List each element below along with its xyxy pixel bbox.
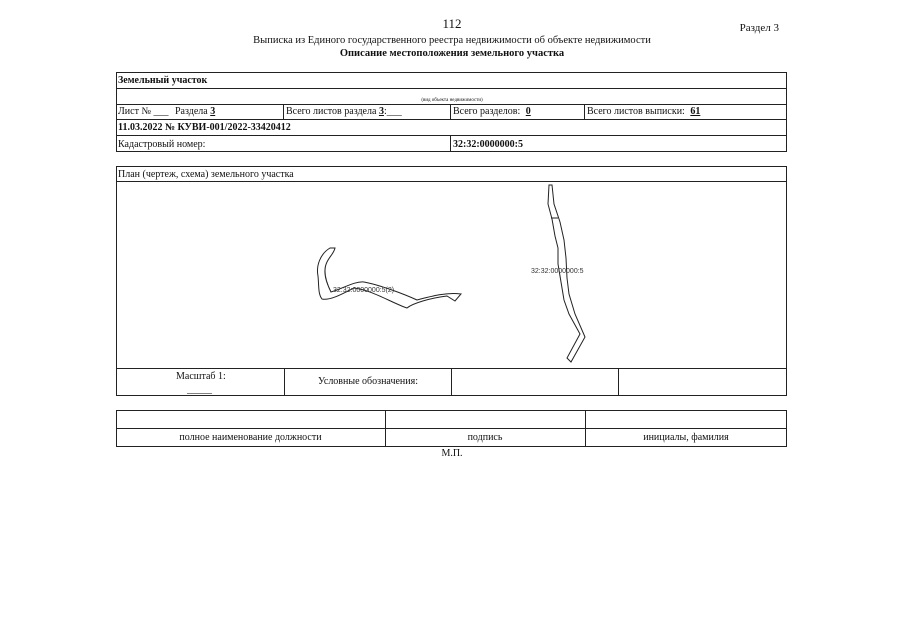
object-title: Земельный участок [118,75,208,86]
parcel-plan-drawing [117,182,786,368]
document-subtitle: Описание местоположения земельного участка [339,48,565,59]
section-label: Раздел 3 [739,22,779,34]
col-divider [450,135,451,152]
section-sheets [286,106,402,118]
extract-sheets-label: Всего листов выписки: [587,106,685,117]
object-type-caption: (вид объекта недвижимости) [421,98,483,103]
seal-place: М.П. [441,448,463,459]
row-divider [116,119,787,120]
parcel-right-label: 32:32:0000000:5 [531,268,584,275]
row-divider [116,135,787,136]
sheet-number [118,106,215,118]
parcel-left-label: 32:32:0000000:5(2) [333,287,395,294]
col-divider [451,368,452,396]
section-sheets-number: 3 [378,106,384,117]
section-word: Раздела [174,106,208,117]
sections-total-value: 0 [525,106,531,117]
sheet-number-label: Лист № [118,106,151,117]
scale-value: _____ [187,384,212,395]
row-divider [116,88,787,89]
row-divider [116,428,787,429]
sections-total [453,106,531,118]
cadastral-number: 32:32:0000000:5 [453,139,523,150]
col-divider [284,368,285,396]
section-number: 3 [210,106,216,117]
signature-caption: подпись [467,432,503,443]
date-number: 11.03.2022 № КУВИ-001/2022-33420412 [118,122,291,133]
name-caption: инициалы, фамилия [643,432,729,443]
legend-label: Условные обозначения: [318,376,419,387]
sections-total-label: Всего разделов: [453,106,521,117]
col-divider [618,368,619,396]
cadastral-label: Кадастровый номер: [118,139,206,150]
section-sheets-value: :___ [383,106,402,117]
extract-sheets-value: 61 [690,106,701,117]
plan-title: План (чертеж, схема) земельного участка [118,169,294,180]
parcel-left-outline [318,248,462,308]
position-caption: полное наименование должности [179,432,322,443]
section-sheets-label: Всего листов раздела [286,106,377,117]
scale-label: Масштаб 1: [176,371,226,382]
document-title: Выписка из Единого государственного реестра недвижимости об объекте недвижимости [253,35,651,46]
extract-sheets [587,106,700,118]
page-number: 112 [442,16,462,31]
sheet-number-value: ___ [153,106,169,117]
